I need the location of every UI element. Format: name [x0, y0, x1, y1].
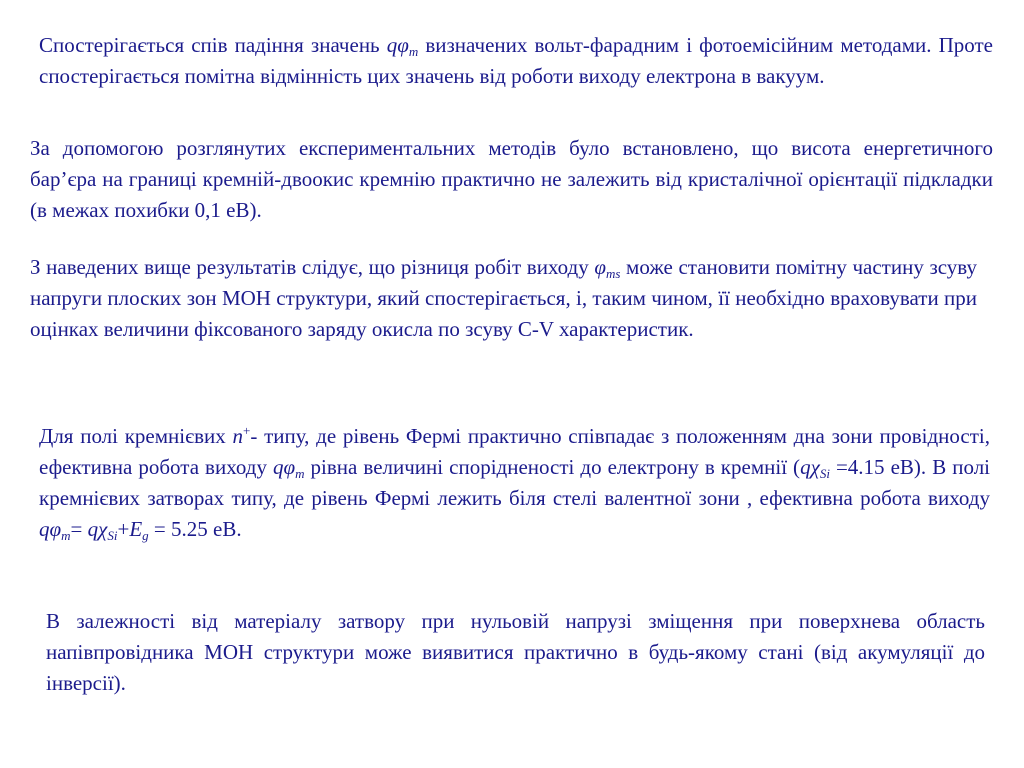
work-function-symbol: qφ — [273, 455, 296, 479]
text-segment: За допомогою розглянутих експериментальних методів було встановлено, що висота енергетичного бар’єра на границі кремній-двоокис кремнію практично не залежить від кристалічної орієнтації підкладки (в межах похибки 0,1 еВ). — [30, 136, 993, 222]
symbol-subscript: m — [61, 528, 71, 543]
text-segment: = 5.25 еВ. — [148, 517, 242, 541]
text-segment: =4.15 еВ). В полі кремнієвих затворах типу, де рівень Фермі лежить біля стелі валентної зони , ефективна робота виходу — [39, 455, 991, 510]
symbol-subscript: g — [142, 528, 149, 543]
text-segment: може становити помітну частину зсуву напруги плоских зон МОН структури, який спостерігається, і, таким чином, її необхідно враховувати при оцінках величини фіксованого заряду окисла по зсуву C-V характеристик. — [30, 255, 977, 341]
text-segment: рівна величині спорідненості до електрону в кремнії ( — [304, 455, 801, 479]
paragraph-work-function-agreement — [39, 30, 993, 92]
paragraph-surface-state — [46, 606, 985, 699]
doping-symbol: n — [232, 424, 244, 448]
paragraph-barrier-height — [30, 133, 993, 226]
paragraph-work-function-difference — [30, 252, 977, 345]
text-segment: - типу, де рівень Фермі практично співпадає з положенням дна зони провідності, ефективна робота виходу — [39, 424, 991, 479]
electron-affinity-symbol: qχ — [87, 517, 108, 541]
work-function-difference-symbol: φ — [594, 255, 606, 279]
text-segment: В залежності від матеріалу затвору при нульовій напрузі зміщення при поверхнева область напівпровідника МОН структури може виявитися практично в будь-якому стані (від акумуляції до інверсії). — [46, 609, 985, 695]
symbol-superscript: + — [243, 423, 251, 438]
symbol-subscript: Si — [819, 466, 830, 481]
symbol-subscript: m — [295, 466, 305, 481]
symbol-subscript: ms — [605, 266, 621, 281]
text-segment: З наведених вище результатів слідує, що різниця робіт виходу — [30, 255, 595, 279]
electron-affinity-symbol: qχ — [800, 455, 820, 479]
symbol-subscript: Si — [107, 528, 118, 543]
symbol-subscript: m — [408, 44, 419, 59]
paragraph-polysilicon-gate — [39, 421, 990, 545]
work-function-symbol: qφ — [386, 33, 409, 57]
band-gap-symbol: E — [129, 517, 143, 541]
text-segment: = — [70, 517, 88, 541]
work-function-symbol: qφ — [39, 517, 62, 541]
text-segment: Для полі кремнієвих — [39, 424, 233, 448]
text-segment: визначених вольт-фарадним і фотоемісійним методами. Проте спостерігається помітна відмінність цих значень від роботи виходу електрона в вакуум. — [39, 33, 993, 88]
text-segment: Спостерігається спів падіння значень — [39, 33, 387, 57]
text-segment: + — [117, 517, 130, 541]
